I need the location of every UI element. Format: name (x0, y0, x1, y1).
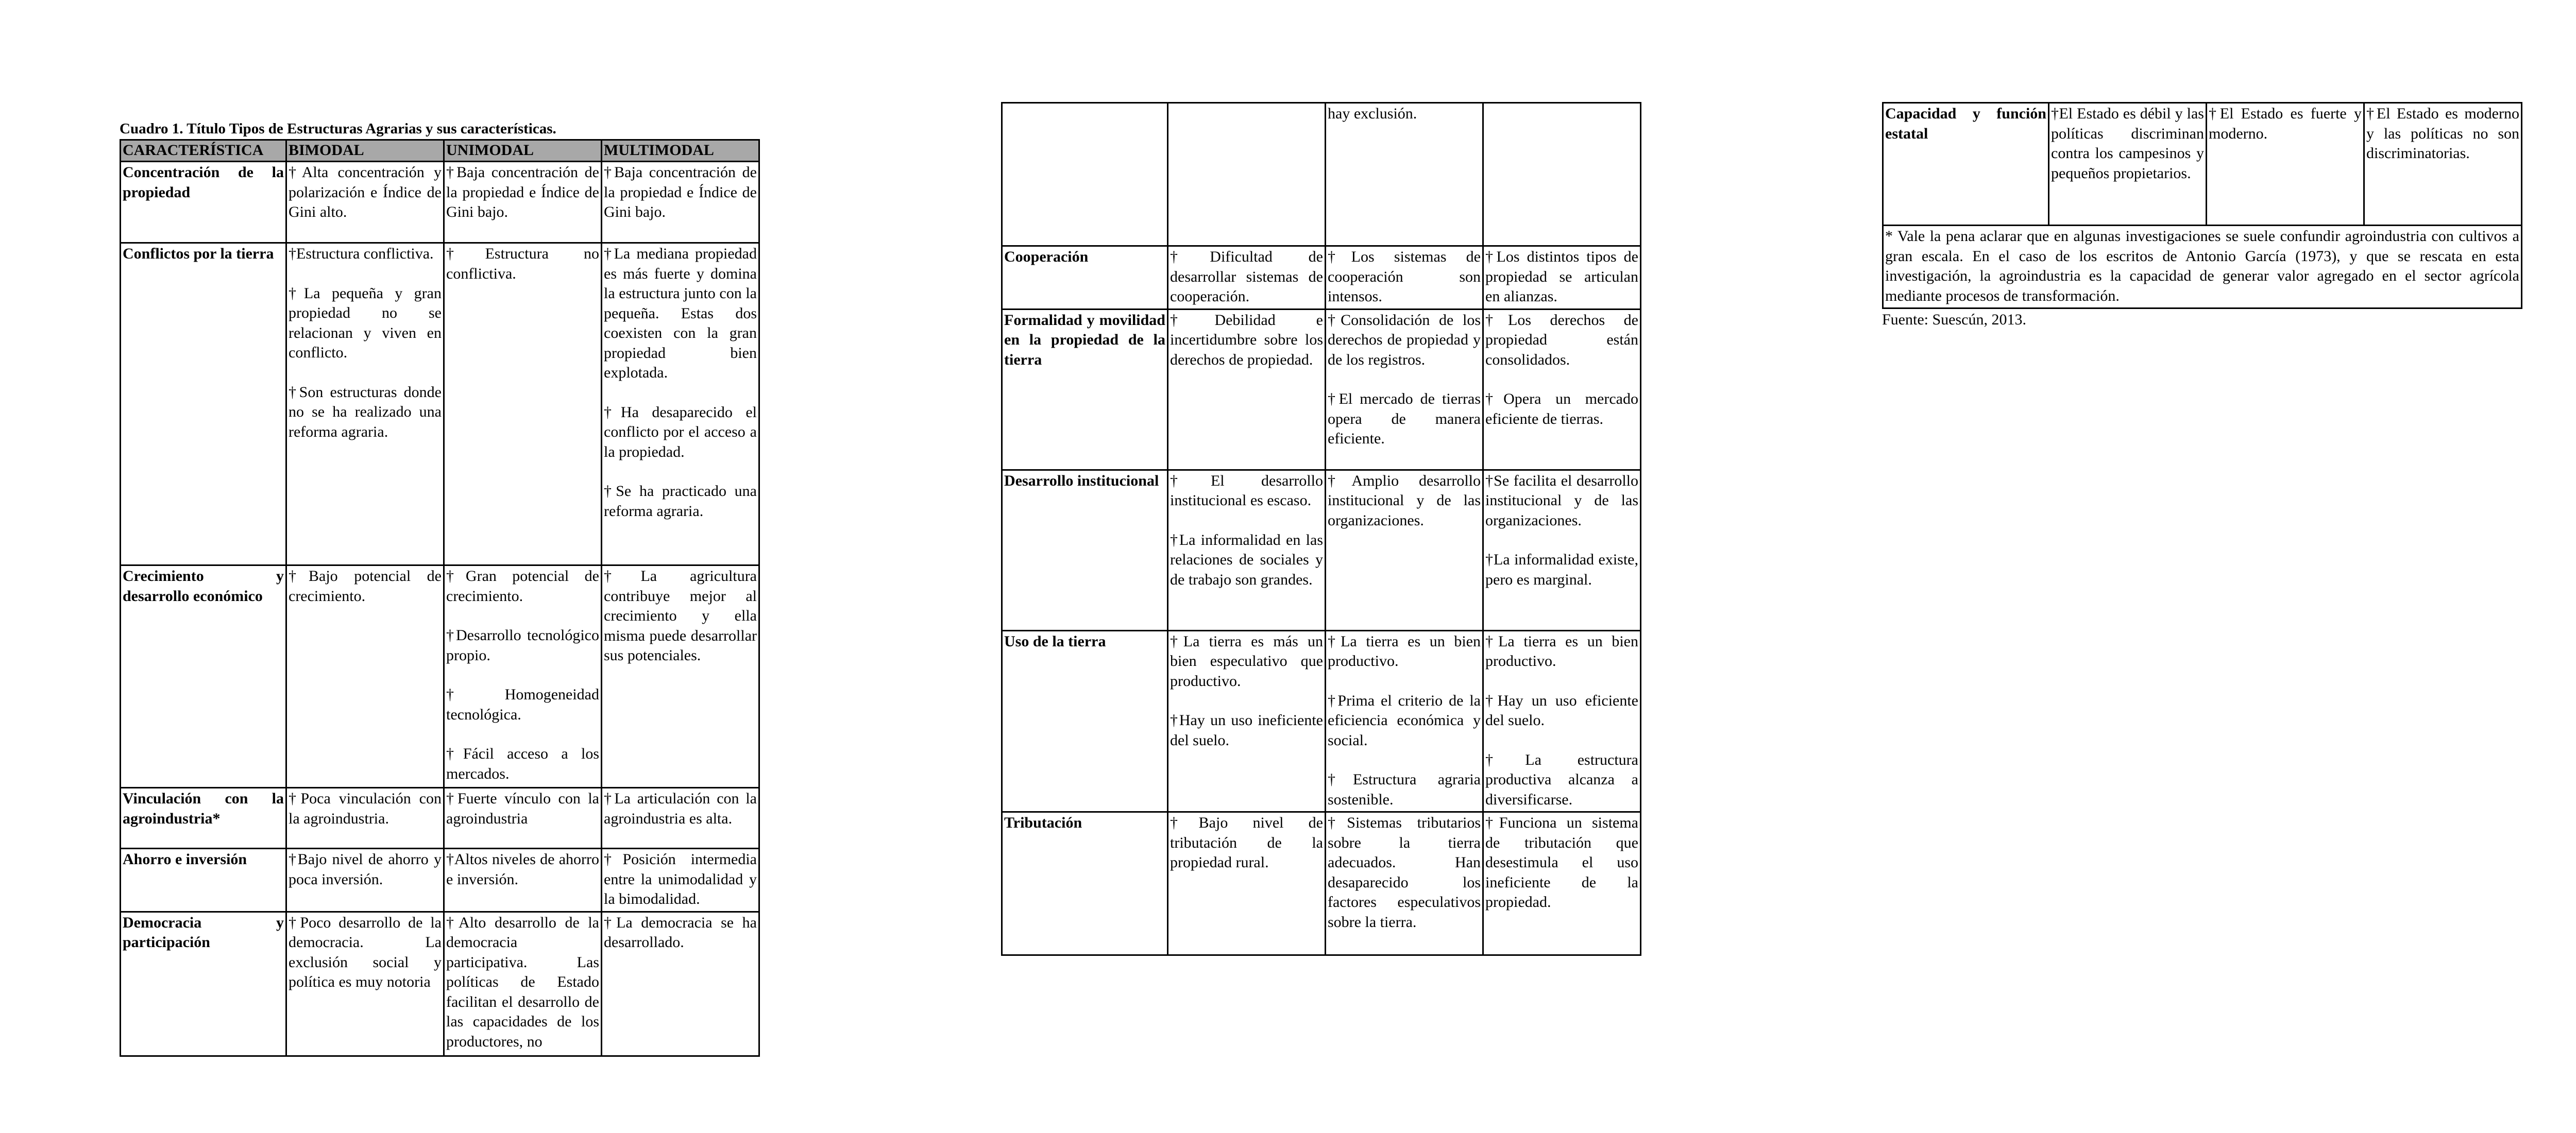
cell-text: †Posición intermedia entre la unimodalidad y la bimodalidad. (604, 851, 757, 907)
agrarian-structures-table-continued (1001, 102, 1641, 956)
row-label: Vinculación con la agroindustria* (121, 788, 286, 849)
cell-text: †Poco desarrollo de la democracia. La exclusión social y política es muy notoria (289, 914, 442, 990)
row-label: Desarrollo institucional (1002, 470, 1168, 630)
cell-text: †Fácil acceso a los mercados. (446, 745, 599, 782)
cell-multimodal (602, 565, 759, 788)
cell-text: †Estructura no conflictiva. (446, 245, 599, 282)
cell-text: †Homogeneidad tecnológica. (446, 686, 599, 723)
cell-text: †Bajo nivel de tributación de la propiedad rural. (1170, 814, 1323, 871)
row-label: Uso de la tierra (1002, 630, 1168, 812)
cell-unimodal (1326, 103, 1483, 246)
cell-text: †Bajo potencial de crecimiento. (289, 568, 442, 605)
cell-text: †Se ha practicado una reforma agraria. (604, 483, 757, 520)
table-row (1002, 812, 1641, 955)
row-label: Ahorro e inversión (121, 849, 286, 912)
cell-unimodal (444, 912, 602, 1056)
cell-bimodal (2049, 103, 2207, 226)
cell-bimodal (286, 788, 444, 849)
table-row (1002, 470, 1641, 630)
cell-text: †Alto desarrollo de la democracia participativa. Las políticas de Estado facilitan el desarrollo de las capacidades de los productores, no (446, 914, 599, 1050)
header-bimodal: BIMODAL (286, 140, 444, 162)
cell-text: †Prima el criterio de la eficiencia económica y social. (1328, 692, 1481, 749)
cell-text: †Funciona un sistema de tributación que desestimula el uso ineficiente de la propiedad. (1485, 814, 1638, 911)
cell-text: †Consolidación de los derechos de propiedad y de los registros. (1328, 311, 1481, 368)
table-caption: Cuadro 1. Título Tipos de Estructuras Agrarias y sus características. (120, 121, 556, 137)
cell-text: †Alta concentración y polarización e Índice de Gini alto. (289, 164, 442, 220)
cell-text: †Hay un uso eficiente del suelo. (1485, 692, 1638, 729)
row-label: Crecimiento y desarrollo económico (121, 565, 286, 788)
cell-unimodal (1326, 309, 1483, 470)
cell-multimodal (1483, 630, 1641, 812)
cell-text: †Dificultad de desarrollar sistemas de cooperación. (1170, 248, 1323, 305)
cell-unimodal (444, 565, 602, 788)
cell-text: †La estructura productiva alcanza a diversificarse. (1485, 751, 1638, 808)
row-label: Concentración de la propiedad (121, 162, 286, 243)
cell-multimodal (1483, 246, 1641, 310)
cell-bimodal (286, 912, 444, 1056)
cell-text: †Sistemas tributarios sobre la tierra adecuados. Han desaparecido los factores especulativos sobre la tierra. (1328, 814, 1481, 931)
row-label: Formalidad y movilidad en la propiedad de la tierra (1002, 309, 1168, 470)
cell-text: †Bajo nivel de ahorro y poca inversión. (289, 851, 442, 888)
cell-text: hay exclusión. (1328, 105, 1417, 122)
row-label: Conflictos por la tierra (121, 243, 286, 565)
cell-text: †Estructura conflictiva. (289, 245, 434, 262)
cell-text: †La informalidad en las relaciones de sociales y de trabajo son grandes. (1170, 531, 1323, 588)
cell-unimodal (444, 162, 602, 243)
row-label (1002, 103, 1168, 246)
row-label: Cooperación (1002, 246, 1168, 310)
page-2 (1001, 102, 1640, 956)
row-label: Democracia y participación (121, 912, 286, 1056)
cell-text: †Son estructuras donde no se ha realizado una reforma agraria. (289, 383, 442, 440)
cell-text: †El Estado es débil y las políticas discriminan contra los campesinos y pequeños propietarios. (2051, 105, 2204, 182)
cell-bimodal (1168, 630, 1326, 812)
header-multimodal: MULTIMODAL (602, 140, 759, 162)
table-source: Fuente: Suescún, 2013. (1882, 311, 2026, 328)
cell-text: †La tierra es un bien productivo. (1485, 632, 1638, 670)
cell-bimodal (1168, 103, 1326, 246)
page-1 (120, 119, 758, 1057)
cell-bimodal (1168, 309, 1326, 470)
table-note-row (1883, 226, 2522, 308)
table-header-row (121, 140, 759, 162)
cell-text: †Hay un uso ineficiente del suelo. (1170, 712, 1323, 749)
cell-unimodal (444, 243, 602, 565)
cell-multimodal (1483, 470, 1641, 630)
table-row (121, 788, 759, 849)
cell-unimodal (2207, 103, 2364, 226)
row-label: Tributación (1002, 812, 1168, 955)
cell-text: †Gran potencial de crecimiento. (446, 568, 599, 605)
header-caracteristica: CARACTERÍSTICA (121, 140, 286, 162)
table-row (1002, 103, 1641, 246)
cell-text: †La pequeña y gran propiedad no se relacionan y viven en conflicto. (289, 284, 442, 361)
cell-bimodal (286, 162, 444, 243)
cell-text: †La democracia se ha desarrollado. (604, 914, 757, 951)
page-3 (1882, 102, 2521, 330)
cell-bimodal (286, 565, 444, 788)
table-row (121, 849, 759, 912)
agrarian-structures-table (120, 139, 760, 1057)
cell-text: †Baja concentración de la propiedad e Índice de Gini bajo. (604, 164, 757, 220)
cell-multimodal (602, 912, 759, 1056)
cell-text: †Estructura agraria sostenible. (1328, 771, 1481, 808)
cell-text: †Debilidad e incertidumbre sobre los derechos de propiedad. (1170, 311, 1323, 368)
cell-unimodal (1326, 812, 1483, 955)
cell-text: †El Estado es fuerte y moderno. (2209, 105, 2362, 142)
cell-text: †Altos niveles de ahorro e inversión. (446, 851, 599, 888)
cell-text: †La agricultura contribuye mejor al crecimiento y ella misma puede desarrollar sus potenciales. (604, 568, 757, 664)
table-row (121, 162, 759, 243)
cell-text: †La tierra es un bien productivo. (1328, 632, 1481, 670)
cell-text: †Amplio desarrollo institucional y de las organizaciones. (1328, 472, 1481, 529)
cell-unimodal (1326, 470, 1483, 630)
table-row (1002, 309, 1641, 470)
cell-text: †Ha desaparecido el conflicto por el acceso a la propiedad. (604, 403, 757, 460)
table-row (121, 912, 759, 1056)
cell-multimodal (602, 162, 759, 243)
cell-text: †Los derechos de propiedad están consolidados. (1485, 311, 1638, 368)
cell-multimodal (2364, 103, 2522, 226)
cell-unimodal (1326, 246, 1483, 310)
cell-multimodal (1483, 309, 1641, 470)
header-unimodal: UNIMODAL (444, 140, 602, 162)
cell-text: †La articulación con la agroindustria es alta. (604, 790, 757, 827)
cell-text: †Los distintos tipos de propiedad se articulan en alianzas. (1485, 248, 1638, 305)
table-row (1002, 630, 1641, 812)
table-row (121, 565, 759, 788)
cell-text: †La mediana propiedad es más fuerte y domina la estructura junto con la pequeña. Estas dos coexisten con la gran propiedad bien explotada. (604, 245, 757, 381)
cell-unimodal (444, 788, 602, 849)
cell-multimodal (602, 849, 759, 912)
cell-multimodal (1483, 812, 1641, 955)
cell-text: †Desarrollo tecnológico propio. (446, 627, 599, 664)
cell-bimodal (286, 849, 444, 912)
cell-text: †Los sistemas de cooperación son intensos. (1328, 248, 1481, 305)
cell-text: †Opera un mercado eficiente de tierras. (1485, 390, 1638, 427)
cell-text: †Fuerte vínculo con la agroindustria (446, 790, 599, 827)
table-footnote: * Vale la pena aclarar que en algunas investigaciones se suele confundir agroindustria con cultivos a gran escala. En el caso de los escritos de Antonio García (1973), y que se rescata en esta investigación, la agroindustria es la capacidad de generar valor agregado en el sector agrícola mediante procesos de transformación. (1883, 226, 2522, 308)
cell-text: †Baja concentración de la propiedad e Índice de Gini bajo. (446, 164, 599, 220)
cell-text: †La informalidad existe, pero es marginal. (1485, 551, 1638, 588)
table-row (121, 243, 759, 565)
cell-text: †La tierra es más un bien especulativo que productivo. (1170, 632, 1323, 690)
table-row (1883, 103, 2522, 226)
agrarian-structures-table-end (1882, 102, 2522, 309)
cell-bimodal (286, 243, 444, 565)
cell-text: †Poca vinculación con la agroindustria. (289, 790, 442, 827)
table-row (1002, 246, 1641, 310)
cell-multimodal (602, 243, 759, 565)
cell-bimodal (1168, 470, 1326, 630)
row-label: Capacidad y función estatal (1883, 103, 2049, 226)
cell-text: †Se facilita el desarrollo institucional y de las organizaciones. (1485, 472, 1638, 529)
cell-bimodal (1168, 812, 1326, 955)
cell-bimodal (1168, 246, 1326, 310)
cell-multimodal (1483, 103, 1641, 246)
cell-text: †El mercado de tierras opera de manera eficiente. (1328, 390, 1481, 447)
cell-unimodal (1326, 630, 1483, 812)
cell-text: †El desarrollo institucional es escaso. (1170, 472, 1323, 509)
cell-text: †El Estado es moderno y las políticas no son discriminatorias. (2366, 105, 2519, 162)
cell-multimodal (602, 788, 759, 849)
cell-unimodal (444, 849, 602, 912)
